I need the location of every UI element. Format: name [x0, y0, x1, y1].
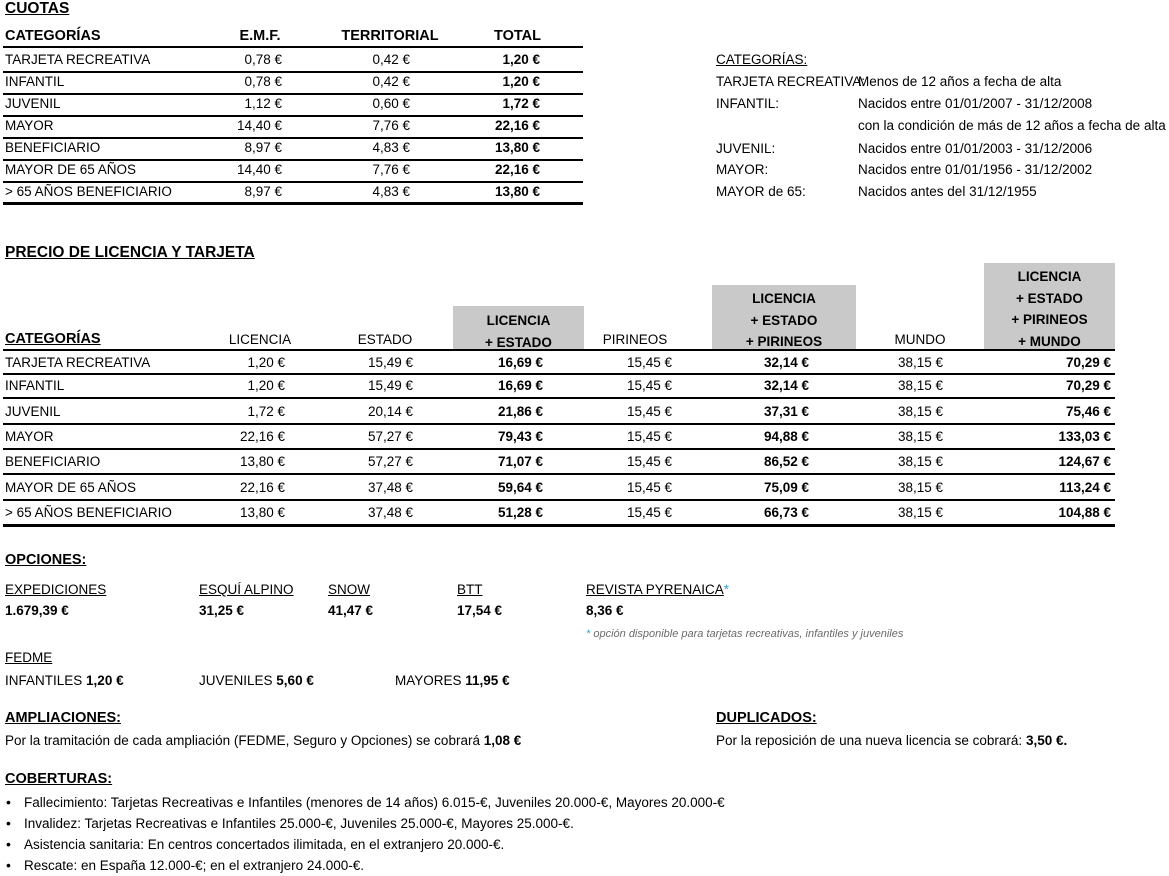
categoria-info-desc: Nacidos antes del 31/12/1955 — [858, 184, 1037, 199]
cuotas-cell-categoria: MAYOR — [5, 118, 54, 133]
precio-cell-mundo: 38,15 € — [897, 454, 943, 469]
ampliaciones-title: AMPLIACIONES: — [5, 710, 121, 726]
fedme-label: MAYORES — [395, 673, 462, 688]
cuotas-cell-total: 13,80 € — [494, 140, 540, 155]
precio-cell-licencia: 22,16 € — [239, 480, 285, 495]
precio-cell-lic-estado: 16,69 € — [497, 355, 543, 370]
header-line: LICENCIA — [486, 313, 551, 328]
precio-cell-licencia: 1,20 € — [247, 378, 285, 393]
precio-cell-licencia: 13,80 € — [239, 454, 285, 469]
row-rule — [3, 473, 1115, 475]
opcion-price-expediciones: 1.679,39 € — [5, 603, 69, 618]
duplicados-price: 3,50 €. — [1025, 733, 1068, 748]
precio-header-categorias: CATEGORÍAS — [5, 331, 101, 347]
categoria-info-label: TARJETA RECREATIVA: — [716, 74, 866, 89]
cuotas-cell-emf: 14,40 € — [236, 162, 282, 177]
precio-cell-lic-estado: 16,69 € — [497, 378, 543, 393]
cuotas-cell-emf: 8,97 € — [244, 140, 282, 155]
row-rule — [3, 115, 583, 117]
categoria-info-label: INFANTIL: — [716, 96, 780, 111]
precio-cell-mundo: 38,15 € — [897, 505, 943, 520]
cuotas-cell-territorial: 7,76 € — [372, 118, 410, 133]
cobertura-item: • Asistencia sanitaria: En centros concertados ilimitada, en el extranjero 20.000-€. — [6, 834, 725, 855]
precio-cell-estado: 57,27 € — [367, 429, 413, 444]
precio-cell-pirineos: 15,45 € — [626, 429, 672, 444]
precio-cell-licencia: 22,16 € — [239, 429, 285, 444]
precio-cell-total: 124,67 € — [1058, 454, 1111, 469]
cobertura-item: • Invalidez: Tarjetas Recreativas e Infantiles 25.000-€, Juveniles 25.000-€, Mayores 25.000-€. — [6, 813, 725, 834]
cuotas-cell-territorial: 7,76 € — [372, 162, 410, 177]
precio-cell-total: 113,24 € — [1059, 480, 1111, 495]
header-line: LICENCIA — [752, 291, 816, 306]
precio-cell-total: 104,88 € — [1058, 505, 1111, 520]
opcion-note — [586, 628, 903, 640]
precio-header-pirineos: PIRINEOS — [602, 332, 668, 347]
cuotas-cell-categoria: INFANTIL — [5, 74, 65, 89]
cuotas-header-categorias: CATEGORÍAS — [5, 28, 101, 44]
row-rule — [3, 137, 583, 139]
precio-cell-categoria: BENEFICIARIO — [5, 454, 101, 469]
precio-cell-mundo: 38,15 € — [897, 355, 943, 370]
cuotas-cell-emf: 0,78 € — [244, 52, 282, 67]
row-rule — [3, 159, 583, 161]
precio-cell-licencia: 13,80 € — [239, 505, 285, 520]
precio-cell-lic-estado: 79,43 € — [497, 429, 543, 444]
duplicados-desc: Por la reposición de una nueva licencia se cobrará: — [716, 733, 1023, 748]
precio-title: PRECIO DE LICENCIA Y TARJETA — [5, 244, 255, 261]
asterisk-icon: * — [723, 582, 730, 597]
precio-cell-estado: 37,48 € — [367, 505, 413, 520]
fedme-mayores — [395, 673, 510, 688]
row-rule — [3, 499, 1115, 501]
precio-header-estado: ESTADO — [357, 332, 413, 347]
categoria-info-label: MAYOR: — [716, 162, 769, 177]
ampliaciones-desc: Por la tramitación de cada ampliación (FEDME, Seguro y Opciones) se cobrará — [5, 733, 480, 748]
cuotas-cell-emf: 8,97 € — [244, 184, 282, 199]
cobertura-item: • Rescate: en España 12.000-€; en el extranjero 24.000-€. — [6, 855, 725, 876]
duplicados-text — [716, 733, 1067, 748]
row-rule — [3, 373, 1115, 375]
precio-cell-estado: 37,48 € — [367, 480, 413, 495]
categoria-info-desc: Nacidos entre 01/01/2007 - 31/12/2008 — [858, 96, 1093, 111]
precio-cell-lic-est-pir: 66,73 € — [763, 505, 809, 520]
cuotas-header-territorial: TERRITORIAL — [341, 28, 439, 44]
precio-cell-categoria: INFANTIL — [5, 378, 65, 393]
opcion-price-esqui: 31,25 € — [199, 603, 245, 618]
fedme-price: 5,60 € — [276, 673, 314, 688]
header-line: + ESTADO — [485, 334, 552, 350]
fedme-price: 11,95 € — [465, 673, 510, 688]
precio-cell-lic-estado: 51,28 € — [497, 505, 543, 520]
precio-cell-categoria: JUVENIL — [5, 404, 61, 419]
cuotas-header-rule — [3, 46, 583, 48]
cuotas-cell-emf: 1,12 € — [244, 96, 282, 111]
cuotas-cell-total: 1,20 € — [502, 74, 540, 89]
ampliaciones-text — [5, 733, 521, 748]
categorias-info-title: CATEGORÍAS: — [716, 52, 808, 67]
opcion-label-esqui: ESQUÍ ALPINO — [199, 582, 294, 597]
cuotas-cell-territorial: 0,42 € — [372, 74, 410, 89]
row-rule — [3, 181, 583, 183]
cuotas-cell-territorial: 4,83 € — [372, 184, 410, 199]
ampliaciones-price: 1,08 € — [483, 733, 522, 748]
precio-header-mundo: MUNDO — [894, 332, 946, 347]
categoria-info-label: MAYOR de 65: — [716, 184, 806, 199]
fedme-price: 1,20 € — [86, 673, 124, 688]
fedme-juveniles — [199, 673, 314, 688]
precio-cell-mundo: 38,15 € — [897, 429, 943, 444]
header-line: + ESTADO — [750, 312, 818, 328]
row-rule — [3, 423, 1115, 425]
fedme-label: JUVENILES — [199, 673, 273, 688]
categoria-info-desc: Nacidos entre 01/01/2003 - 31/12/2006 — [858, 141, 1093, 156]
fedme-infantiles — [5, 673, 124, 688]
asterisk-icon: * — [586, 628, 591, 640]
cuotas-cell-emf: 14,40 € — [236, 118, 282, 133]
precio-cell-pirineos: 15,45 € — [626, 355, 672, 370]
categoria-info-desc: con la condición de más de 12 años a fecha de alta — [858, 118, 1166, 133]
precio-header-rule — [3, 349, 1115, 351]
cuotas-cell-categoria: MAYOR DE 65 AÑOS — [5, 162, 137, 177]
cuotas-cell-territorial: 0,60 € — [372, 96, 410, 111]
precio-cell-total: 70,29 € — [1065, 355, 1111, 370]
opcion-price-snow: 41,47 € — [328, 603, 374, 618]
precio-cell-estado: 57,27 € — [367, 454, 413, 469]
precio-cell-licencia: 1,20 € — [247, 355, 285, 370]
precio-cell-estado: 15,49 € — [367, 355, 413, 370]
opcion-price-revista: 8,36 € — [586, 603, 624, 618]
cuotas-cell-total: 1,20 € — [502, 52, 540, 67]
row-rule — [3, 524, 1115, 527]
precio-cell-pirineos: 15,45 € — [626, 480, 672, 495]
precio-cell-lic-est-pir: 32,14 € — [763, 355, 809, 370]
row-rule — [3, 202, 583, 205]
precio-cell-mundo: 38,15 € — [897, 404, 943, 419]
coberturas-title: COBERTURAS: — [5, 771, 113, 787]
precio-cell-pirineos: 15,45 € — [626, 404, 672, 419]
opcion-note-text: opción disponible para tarjetas recreativas, infantiles y juveniles — [593, 628, 904, 640]
header-line: + PIRINEOS — [1011, 312, 1088, 327]
opcion-label-expediciones: EXPEDICIONES — [5, 582, 107, 597]
cobertura-item: • Fallecimiento: Tarjetas Recreativas e Infantiles (menores de 14 años) 6.015-€, Juveniles 20.000-€, Mayores 20.000-€ — [6, 792, 725, 813]
cuotas-cell-total: 13,80 € — [494, 184, 540, 199]
opciones-title: OPCIONES: — [5, 552, 87, 568]
precio-cell-lic-est-pir: 75,09 € — [763, 480, 809, 495]
cuotas-header-total: TOTAL — [494, 28, 541, 44]
cuotas-cell-total: 22,16 € — [494, 118, 540, 133]
row-rule — [3, 397, 1115, 399]
precio-cell-mundo: 38,15 € — [897, 378, 943, 393]
cuotas-cell-total: 1,72 € — [502, 96, 540, 111]
precio-cell-lic-estado: 71,07 € — [497, 454, 543, 469]
precio-cell-lic-estado: 21,86 € — [497, 404, 543, 419]
precio-header-lic-estado — [453, 310, 584, 353]
precio-cell-total: 75,46 € — [1065, 404, 1111, 419]
precio-cell-pirineos: 15,45 € — [626, 505, 672, 520]
precio-header-lic-est-pir — [712, 288, 856, 353]
cuotas-cell-territorial: 4,83 € — [372, 140, 410, 155]
precio-header-lic-est-pir-mundo — [984, 266, 1115, 352]
precio-cell-total: 133,03 € — [1058, 429, 1111, 444]
categoria-info-desc: Menos de 12 años a fecha de alta — [858, 74, 1062, 89]
cuotas-cell-categoria: TARJETA RECREATIVA — [5, 52, 151, 67]
header-line: + PIRINEOS — [745, 334, 823, 349]
precio-cell-mundo: 38,15 € — [897, 480, 943, 495]
precio-cell-lic-est-pir: 32,14 € — [763, 378, 809, 393]
categoria-info-desc: Nacidos entre 01/01/1956 - 31/12/2002 — [858, 162, 1093, 177]
opcion-label-snow: SNOW — [328, 582, 370, 597]
precio-cell-total: 70,29 € — [1065, 378, 1111, 393]
precio-header-licencia: LICENCIA — [228, 332, 292, 347]
precio-cell-lic-est-pir: 94,88 € — [763, 429, 809, 444]
cuotas-cell-categoria: BENEFICIARIO — [5, 140, 101, 155]
opcion-label-revista: REVISTA PYRENAICA — [586, 582, 724, 597]
cuotas-cell-territorial: 0,42 € — [372, 52, 410, 67]
duplicados-title: DUPLICADOS: — [716, 710, 817, 726]
cuotas-cell-categoria: > 65 AÑOS BENEFICIARIO — [5, 184, 172, 199]
header-line: LICENCIA — [1017, 269, 1082, 284]
cuotas-cell-categoria: JUVENIL — [5, 96, 61, 111]
precio-cell-lic-estado: 59,64 € — [497, 480, 543, 495]
opcion-price-btt: 17,54 € — [457, 603, 503, 618]
cuotas-cell-emf: 0,78 € — [244, 74, 282, 89]
precio-cell-licencia: 1,72 € — [247, 404, 285, 419]
coberturas-list — [6, 792, 725, 876]
header-line: + ESTADO — [1016, 290, 1083, 306]
precio-cell-lic-est-pir: 86,52 € — [763, 454, 809, 469]
cuotas-cell-total: 22,16 € — [494, 162, 540, 177]
opcion-label-btt: BTT — [457, 582, 483, 597]
precio-cell-lic-est-pir: 37,31 € — [763, 404, 809, 419]
categoria-info-label: JUVENIL: — [716, 141, 776, 156]
precio-cell-estado: 15,49 € — [367, 378, 413, 393]
row-rule — [3, 71, 583, 73]
row-rule — [3, 93, 583, 95]
precio-cell-categoria: MAYOR — [5, 429, 54, 444]
precio-cell-categoria: MAYOR DE 65 AÑOS — [5, 480, 137, 495]
row-rule — [3, 448, 1115, 450]
header-line: + MUNDO — [1018, 333, 1081, 349]
precio-cell-estado: 20,14 € — [367, 404, 413, 419]
fedme-title: FEDME — [5, 650, 53, 665]
cuotas-title: CUOTAS — [5, 0, 70, 17]
precio-cell-pirineos: 15,45 € — [626, 378, 672, 393]
precio-cell-categoria: > 65 AÑOS BENEFICIARIO — [5, 505, 172, 520]
precio-cell-categoria: TARJETA RECREATIVA — [5, 355, 151, 370]
fedme-label: INFANTILES — [5, 673, 83, 688]
opcion-revista — [586, 582, 729, 597]
precio-cell-pirineos: 15,45 € — [626, 454, 672, 469]
cuotas-header-emf: E.M.F. — [239, 28, 281, 44]
